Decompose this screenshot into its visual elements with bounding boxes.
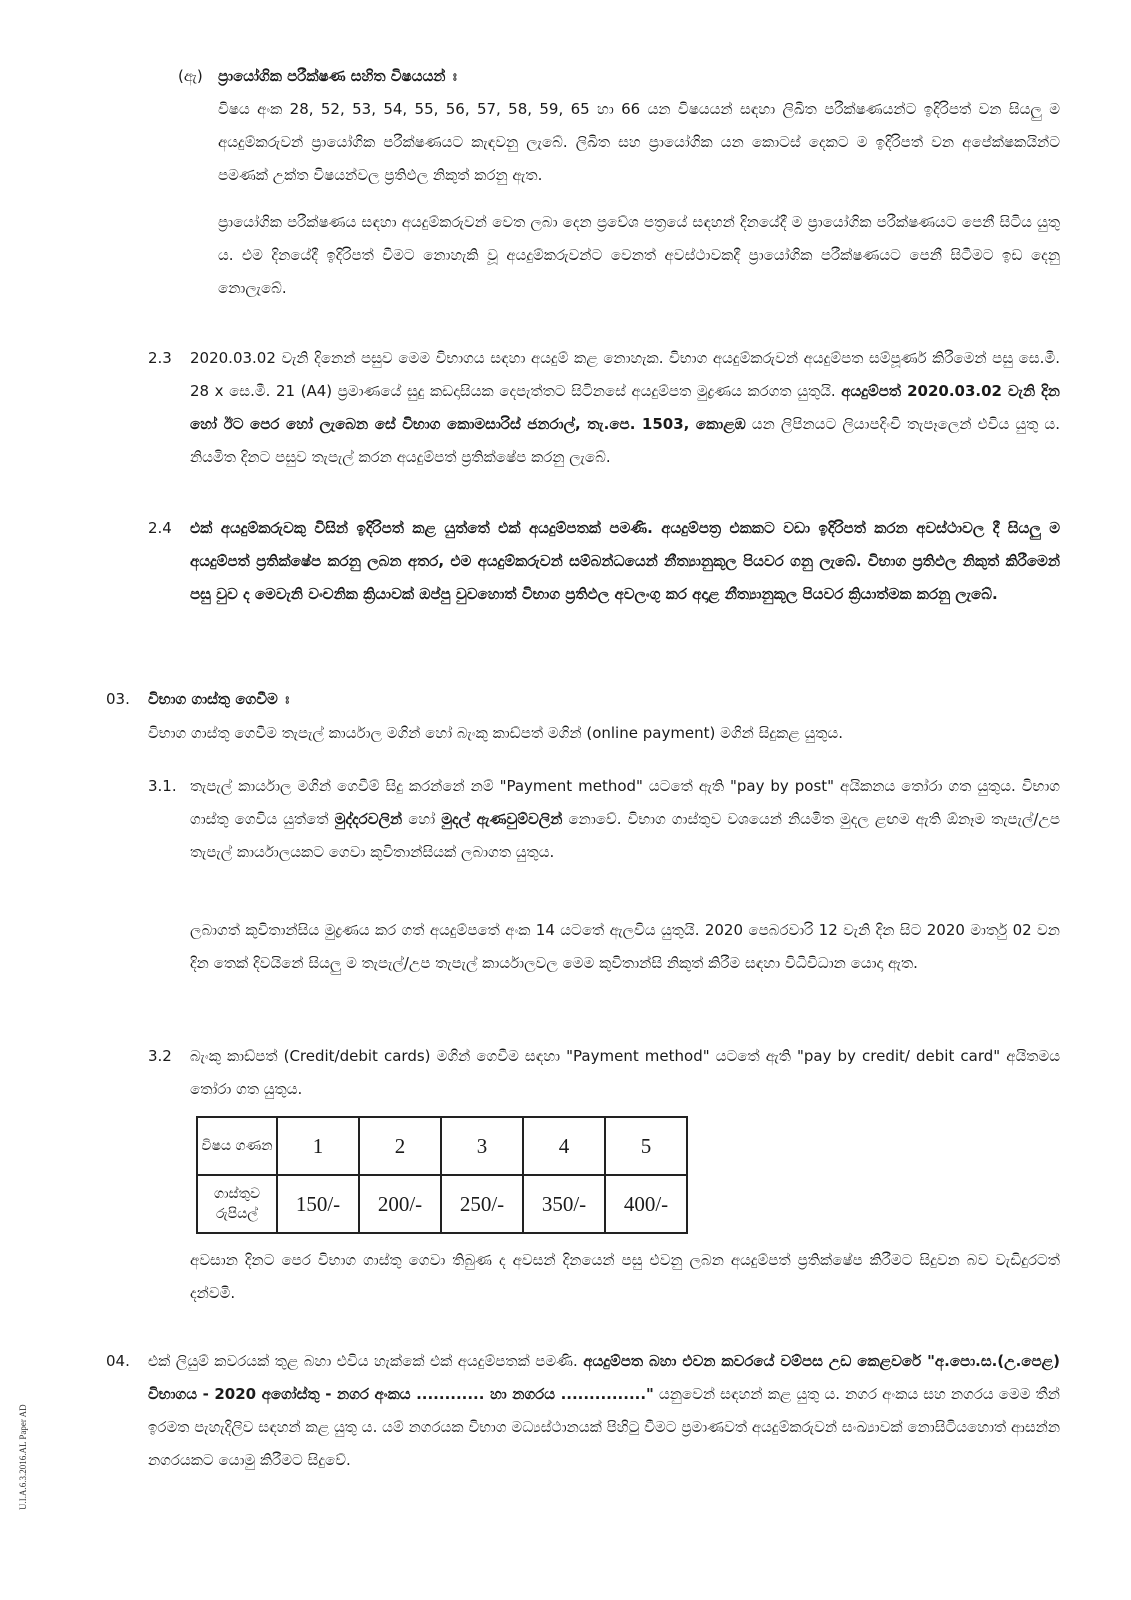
subject-count-cell: 4: [523, 1117, 605, 1175]
section-label-ae: (ඇ): [178, 67, 203, 85]
fee-amount-cell: 150/-: [277, 1175, 359, 1233]
section-heading-practical: ප්‍රායෝගික පරීක්ෂණ සහිත විෂයයන් ඃ: [218, 67, 457, 85]
section-2-3-paragraph: [190, 342, 1060, 474]
subject-count-cell: 5: [605, 1117, 687, 1175]
section-3-2-paragraph: බැංකු කාඩ්පත් (Credit/debit cards) මගින් ගෙවීම සඳහා "Payment method" යටතේ ඇති "pay by credit/ debit card" අයිතමය තෝරා ගත යුතුය.: [190, 1047, 1060, 1098]
section-3-1-text-b: නොවේ. විභාග ගාස්තුව වශයෙන් නියමිත මුදල ළඟම ඇති ඕනෑම තැපැල්/උප තැපැල් කාර්යාලයකට ගෙවා කුවිතාන්සියක් ලබාගත යුතුය.: [190, 810, 1060, 861]
practical-paragraph-1: විෂය අංක 28, 52, 53, 54, 55, 56, 57, 58, 59, 65 හා 66 යන විෂයයන් සඳහා ලිඛිත පරීක්ෂණයන්ට ඉදිරිපත් වන සියලු ම අයදුම්කරුවන් ප්‍රායෝගික පරීක්ෂණයට කැඳවනු ලැබේ. ලිඛිත සහ ප්‍රායෝගික යන කොටස් දෙකට ම ඉදිරිපත් වන අපේක්ෂකයින්ට පමණක් උක්ත විෂයන්වල ප්‍රතිඵල නිකුත් කරනු ඇත.: [218, 100, 1060, 184]
section-3-1-bold-stamps: මුද්දරවලින්: [334, 810, 403, 828]
after-table-note: අවසාන දිනට පෙර විභාග ගාස්තු ගෙවා තිබුණ ද අවසන් දිනයෙන් පසු එවනු ලබන අයදුම්පත් ප්‍රතික්ෂේප කිරීමට සිදුවන බව වැඩිදුරටත් දන්වමි.: [190, 1251, 1060, 1302]
fee-table-header-count: විෂය ගණන: [197, 1117, 277, 1175]
section-3-1-paragraph: [190, 770, 1060, 869]
section-number-2-4: 2.4: [148, 519, 172, 537]
section-2-3-text-a: 2020.03.02 වැනි දිනෙන් පසුව මෙම විභාගය සඳහා අයදුම් කළ නොහැක. විභාග අයදුම්කරුවන් අයදුම්පත සම්පූර්ණ කිරීමෙන් පසු සෙ.මී. 28 x සෙ.මී. 21 (A4) ප්‍රමාණයේ සුදු කඩදාසියක දෙපැත්තට සිටිනසේ අයදුම්පත මුද්‍රණය කරගත යුතුයි.: [190, 349, 1060, 400]
fee-table-header-fee: ගාස්තුව රුපියල්: [197, 1175, 277, 1233]
section-3-1-bold-money-orders: මුදල් ඇණවුම්වලින්: [441, 810, 563, 828]
fees-intro: විභාග ගාස්තු ගෙවීම තැපැල් කාර්යාල මගින් හෝ බැංකු කාඩ්පත් මගින් (online payment) මගින් සිදුකළ යුතුය.: [148, 724, 843, 742]
fee-table-row-count: [197, 1117, 687, 1175]
fee-amount-cell: 400/-: [605, 1175, 687, 1233]
section-3-1-text-a: තැපැල් කාර්යාල මගින් ගෙවීම් සිදු කරන්නේ නම් "Payment method" යටතේ ඇති "pay by post" අයිකනය තෝරා ගත යුතුය. විභාග ගාස්තු ගෙවිය යුත්තේ: [190, 777, 1060, 828]
section-number-3-1: 3.1.: [148, 777, 177, 795]
section-3-1-mid: හෝ: [408, 810, 436, 828]
fee-table-row-fee: [197, 1175, 687, 1233]
fee-amount-cell: 350/-: [523, 1175, 605, 1233]
fee-table: [196, 1116, 688, 1234]
section-number-2-3: 2.3: [148, 349, 172, 367]
section-04-text-b: යනුවෙන් සඳහන් කළ යුතු ය. නගර අංකය සහ නගරය මෙම තීන් ඉරමත පැහැදිලිව සඳහන් කළ යුතු ය. යම් නගරයක විභාග මධ්‍යස්ථානයක් පිහිටු වීමට ප්‍රමාණවත් අයදුම්කරුවන් සංඛ්‍යාවක් නොසිටියහොත් ආසන්න නගරයකට යොමු කිරීමට සිදුවේ.: [148, 1385, 1060, 1469]
section-number-04: 04.: [106, 1352, 130, 1370]
practical-paragraph-2: ප්‍රායෝගික පරීක්ෂණය සඳහා අයදුම්කරුවන් වෙත ලබා දෙන ප්‍රවේශ පත්‍රයේ සඳහන් දිනයේදී ම ප්‍රායෝගික පරීක්ෂණයට පෙනී සිටිය යුතු ය. එම දිනයේදී ඉදිරිපත් වීමට නොහැකි වූ අයදුම්කරුවන්ට වෙනත් අවස්ථාවකදී ප්‍රායෝගික පරීක්ෂණයට පෙනී සිටීමට ඉඩ දෙනු නොලැබේ.: [218, 213, 1060, 297]
section-04-text-a: එක් ලියුම් කවරයක් තුළ බහා එවිය හැක්කේ එක් අයදුම්පතක් පමණි.: [148, 1352, 578, 1370]
fee-amount-cell: 250/-: [441, 1175, 523, 1233]
section-2-3-text-b: යන ලිපිනයට ලියාපදිංචි තැපෑලෙන් එවිය යුතු ය. නියමිත දිනට පසුව තැපැල් කරන අයදුම්පත් ප්‍රතික්ෂේප කරනු ලැබේ.: [190, 415, 1060, 466]
section-2-4-paragraph: එක් අයදුම්කරුවකු විසින් ඉදිරිපත් කළ යුත්තේ එක් අයදුම්පතක් පමණි. අයදුම්පත්‍ර එකකට වඩා ඉදිරිපත් කරන අවස්ථාවල දී සියලු ම අයදුම්පත් ප්‍රතික්ෂේප කරනු ලබන අතර, එම අයදුම්කරුවන් සම්බන්ධයෙන් නීත්‍යානුකූල පියවර ගනු ලැබේ. විභාග ප්‍රතිඵල නිකුත් කිරීමෙන් පසු වුව ද මෙවැනි වංචනික ක්‍රියාවක් ඔප්පු වුවහොත් විභාග ප්‍රතිඵල අවලංගු කර අදාළ නීත්‍යානුකූල පියවර ක්‍රියාත්මක කරනු ලැබේ.: [190, 519, 1060, 603]
section-2-3-text-bold: අයදුම්පත් 2020.03.02 වැනි දින හෝ ඊට පෙර හෝ ලැබෙන සේ විභාග කොමසාරිස් ජනරාල්, තැ.පෙ. 1503, කොළඹ: [190, 382, 1060, 433]
subject-count-cell: 2: [359, 1117, 441, 1175]
section-04-paragraph: [148, 1345, 1060, 1477]
subject-count-cell: 1: [277, 1117, 359, 1175]
section-04-text-bold: අයදුම්පත බහා එවන කවරයේ වම්පස උඩ කෙළවරේ "අ.පො.ස.(උ.පෙළ) විභාගය - 2020 අගෝස්තු - නගර අංකය ............ හා නගරය ...............": [148, 1352, 1060, 1403]
section-number-03: 03.: [106, 690, 130, 708]
section-number-3-2: 3.2: [148, 1047, 172, 1065]
section-3-1-paragraph-2: ලබාගත් කුවිතාන්සිය මුද්‍රණය කර ගත් අයදුම්පතේ අංක 14 යටතේ ඇලවිය යුතුයි. 2020 පෙබරවාරි 12 වැනි දින සිට 2020 මාර්තු 02 වන දින තෙක් දිවයිනේ සියලු ම තැපැල්/උප තැපැල් කාර්යාලවල මෙම කුවිතාන්සි නිකුත් කිරීම සඳහා විධිවිධාන යොදා ඇත.: [190, 921, 1060, 972]
section-heading-fees: විභාග ගාස්තු ගෙවීම ඃ: [148, 690, 290, 708]
fee-amount-cell: 200/-: [359, 1175, 441, 1233]
side-document-code: U.I.A.6.3.2016.AL Paper AD: [18, 1404, 28, 1510]
subject-count-cell: 3: [441, 1117, 523, 1175]
